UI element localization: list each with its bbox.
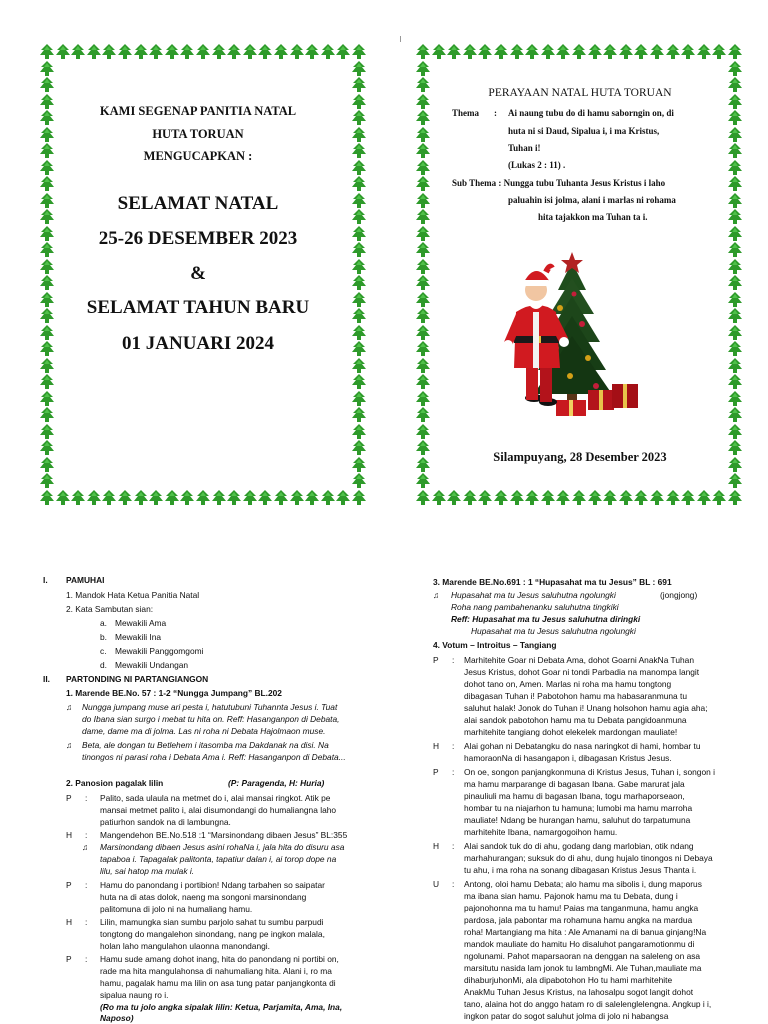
s1-sub-key-c: c. [100, 646, 107, 656]
pine-tree-border-icon [40, 374, 54, 390]
pine-tree-border-icon [40, 457, 54, 473]
thema-text-3: Tuhan i! [508, 143, 541, 153]
panosion-note: (P: Paragenda, H: Huria) [228, 778, 325, 788]
pine-tree-border-icon [40, 424, 54, 440]
pine-tree-border-icon [40, 358, 54, 374]
ru1-line-11: tano, alaina hot do anggo hatam ro di salelenglelengna. Angkup i i, [464, 999, 712, 1009]
pine-tree-border-icon [258, 490, 272, 506]
pine-tree-border-icon [728, 160, 742, 176]
m3-verse-line-2: Roha nang pambahenanku saluhutna tingkiki [451, 602, 619, 612]
subthema-line-1: Sub Thema : Nungga tubu Tuhanta Jesus Kristus i laho [452, 178, 666, 188]
pine-tree-border-icon [321, 44, 335, 60]
ru1-line-5: roha! Martangiang ma hita : Ale Amanami na di banua ginjang!Na [464, 927, 707, 937]
p1-line-2: mansai metmet palito i, alai disumondangi do humaliangna laho [100, 805, 337, 815]
pine-tree-border-icon [525, 44, 539, 60]
rp2-line-3: pinauliuli ma hamu di bagasan Ibana, togu marhaporseaon, [464, 791, 685, 801]
pine-tree-border-icon [697, 44, 711, 60]
pine-tree-border-icon [728, 424, 742, 440]
pine-tree-border-icon [416, 143, 430, 159]
p1-line-3: patiurhon sandok na di lambungna. [100, 817, 231, 827]
pine-tree-border-icon [336, 44, 350, 60]
ru1-line-7: ngolunami. Pahot maparsaoran na denggan na saleleng on asa [464, 951, 701, 961]
pine-tree-border-icon [149, 490, 163, 506]
verse-2-line-1: Beta, ale dongan tu Betlehem i itasomba ma Dakdanak na disi. Na [82, 740, 329, 750]
verse-1-line-1: Nungga jumpang muse ari pesta i, hatutubuni Tuhannta Jesus i. Tuat [82, 702, 338, 712]
headline-selamat-natal: SELAMAT NATAL [117, 193, 279, 214]
pine-tree-border-icon [40, 407, 54, 423]
pine-tree-border-icon [305, 490, 319, 506]
pine-tree-border-icon [728, 259, 742, 275]
pine-tree-border-icon [352, 176, 366, 192]
s1-item-1: 1. Mandok Hata Ketua Panitia Natal [66, 590, 200, 600]
rh1-line-2: hamoraonNa di hasangapon i, dibagasan Kristus Jesus. [464, 753, 672, 763]
pine-tree-border-icon [416, 44, 430, 60]
s1-sub-key-b: b. [100, 632, 107, 642]
pine-tree-border-icon [87, 490, 101, 506]
pine-tree-border-icon [556, 490, 570, 506]
pine-tree-border-icon [463, 44, 477, 60]
rh2-line-2: marhahurangan; suksuk do di ahu, dung hujalo tinongos ni Debaya [464, 853, 713, 863]
rp2-line-1: On oe, songon panjangkonmuna di Kristus Jesus, Tuhan i, songon i [464, 767, 715, 777]
s1-sub-val-c: Mewakili Panggomgomi [115, 646, 204, 656]
pine-tree-border-icon [525, 490, 539, 506]
h1-verse-line-3: lilu, sai hatop ma mulak i. [100, 866, 195, 876]
label-colon: : [452, 767, 455, 777]
pine-tree-border-icon [416, 209, 430, 225]
pine-tree-border-icon [728, 292, 742, 308]
pine-tree-border-icon [352, 341, 366, 357]
p3-line-2: rade ma hita mangulahonsa di nahumaliang hita. Alani i, ro ma [100, 966, 332, 976]
pine-tree-border-icon [352, 391, 366, 407]
pine-tree-border-icon [619, 44, 633, 60]
pine-tree-border-icon [619, 490, 633, 506]
pine-tree-border-icon [40, 77, 54, 93]
pine-tree-border-icon [227, 490, 241, 506]
music-note-icon: ♫ [66, 740, 73, 750]
pine-tree-border-icon [40, 473, 54, 489]
section-2-title: PARTONDING NI PARTANGIANGON [66, 674, 209, 684]
thema-label: Thema [452, 108, 479, 118]
section-1-title: PAMUHAI [66, 575, 105, 585]
rp1-line-1: Marhitehite Goar ni Debata Ama, dohot Goarni AnakNa Tuhan [464, 655, 694, 665]
pine-tree-border-icon [352, 292, 366, 308]
pine-tree-border-icon [478, 490, 492, 506]
pine-tree-border-icon [180, 44, 194, 60]
ru1-line-9: dihaburjuhonMi, ala dipabotohon Ho tu hami marhitehite [464, 975, 673, 985]
pine-tree-border-icon [650, 44, 664, 60]
pine-tree-border-icon [634, 44, 648, 60]
rp1-line-6: alai sandok pabotohon hamu ma tu Debata pangidoanmuna [464, 715, 687, 725]
pine-tree-border-icon [196, 490, 210, 506]
pine-tree-border-icon [728, 358, 742, 374]
rp1-line-4: dibagasan Tuhan i! Pabotohon hamu ma habasaranmuna tu [464, 691, 688, 701]
pine-tree-border-icon [274, 44, 288, 60]
label-h: H [66, 917, 73, 927]
pine-tree-border-icon [556, 44, 570, 60]
rp2-line-5: mauliate! Ndang be hurangan hamu, saluhut do tarpatumuna [464, 815, 691, 825]
ru1-line-8: marsitutu nasida lam jonok tu lambngMi. Ale Tuhan,mauliate ma [464, 963, 702, 973]
pine-tree-border-icon [87, 44, 101, 60]
ru1-line-1: Antong, oloi hamu Debata; alo hamu ma sibolis i, dung maporus [464, 879, 702, 889]
pine-tree-border-icon [352, 77, 366, 93]
s1-sub-val-d: Mewakili Undangan [115, 660, 189, 670]
pine-tree-border-icon [728, 193, 742, 209]
pine-tree-border-icon [666, 490, 680, 506]
pine-tree-border-icon [40, 440, 54, 456]
pine-tree-border-icon [352, 94, 366, 110]
pine-tree-border-icon [352, 424, 366, 440]
label-colon: : [452, 879, 455, 889]
pine-tree-border-icon [416, 473, 430, 489]
pine-tree-border-icon [56, 44, 70, 60]
pine-tree-border-icon [165, 44, 179, 60]
pine-tree-border-icon [697, 490, 711, 506]
p3-note-line-1: (Ro ma tu jolo angka sipalak lilin: Ketua, Parjamita, Ama, Ina, [100, 1002, 343, 1012]
s1-sub-key-a: a. [100, 618, 107, 628]
rh2-line-1: Alai sandok tuk do di ahu, godang dang marlobian, otik ndang [464, 841, 694, 851]
headline-ampersand: & [190, 263, 206, 284]
pine-tree-border-icon [416, 391, 430, 407]
pine-tree-border-icon [165, 490, 179, 506]
label-h: H [433, 741, 440, 751]
rp1-line-2: Jesus Kristus, dohot Goar ni tondi Parbadia na manompa langit [464, 667, 700, 677]
label-colon: : [85, 880, 88, 890]
pine-tree-border-icon [432, 44, 446, 60]
crop-mark [400, 36, 401, 42]
pine-tree-border-icon [728, 407, 742, 423]
h2-line-3: holan laho mangulahon ulaonna manondangi. [100, 941, 270, 951]
pine-tree-border-icon [212, 44, 226, 60]
pine-tree-border-icon [352, 457, 366, 473]
m3-note: (jongjong) [660, 590, 698, 600]
pine-tree-border-icon [40, 391, 54, 407]
s1-item-2: 2. Kata Sambutan sian: [66, 604, 154, 614]
pine-tree-border-icon [416, 176, 430, 192]
pine-tree-border-icon [416, 259, 430, 275]
pine-tree-border-icon [227, 44, 241, 60]
pine-tree-border-icon [149, 44, 163, 60]
rh1-line-1: Alai gohan ni Debatangku do nasa naringkot di hami, hombar tu [464, 741, 701, 751]
pine-tree-border-icon [352, 143, 366, 159]
section-1-number: I. [43, 575, 48, 585]
label-p: P [433, 767, 439, 777]
pine-tree-border-icon [666, 44, 680, 60]
pine-tree-border-icon [416, 226, 430, 242]
pine-tree-border-icon [352, 160, 366, 176]
label-p: P [66, 793, 72, 803]
label-p: P [433, 655, 439, 665]
pine-tree-border-icon [352, 308, 366, 324]
ru1-line-10: AnakMu Tuhan Jesus Kristus, na lahosalpu sogot langit dohot [464, 987, 694, 997]
rp2-line-4: hombar tu na niajarhon tu hamuna; lumobi ma hamu marroha [464, 803, 693, 813]
verse-2-line-2: tinongos ni parasi roha i Debata Ama i. Reff: Hasanganpon di Debata... [82, 752, 346, 762]
ru1-line-4: pardosa, jala pabontar ma rohamuna hamu angka na mardua [464, 915, 693, 925]
pine-tree-border-icon [728, 341, 742, 357]
pine-tree-border-icon [321, 490, 335, 506]
pine-tree-border-icon [572, 44, 586, 60]
label-colon: : [452, 655, 455, 665]
pine-tree-border-icon [102, 490, 116, 506]
label-colon: : [85, 917, 88, 927]
pine-tree-border-icon [728, 44, 742, 60]
h2-line-1: Lilin, mamungka sian sumbu parjolo sahat tu sumbu parpudi [100, 917, 324, 927]
pine-tree-border-icon [40, 61, 54, 77]
pine-tree-border-icon [352, 226, 366, 242]
pine-tree-border-icon [352, 325, 366, 341]
headline-date-tahun-baru: 01 JANUARI 2024 [122, 333, 274, 354]
pine-tree-border-icon [352, 374, 366, 390]
pine-tree-border-icon [274, 490, 288, 506]
h1-verse-line-2: tapaboa i. Tapagalak palitonta, tapatiur dalan i, ai torop dope na [100, 854, 337, 864]
pine-tree-border-icon [134, 44, 148, 60]
label-colon: : [452, 741, 455, 751]
pine-tree-border-icon [728, 374, 742, 390]
pine-tree-border-icon [541, 490, 555, 506]
pine-tree-border-icon [416, 160, 430, 176]
pine-tree-border-icon [416, 61, 430, 77]
pine-tree-border-icon [196, 44, 210, 60]
pine-tree-border-icon [56, 490, 70, 506]
pine-tree-border-icon [352, 440, 366, 456]
m3-verse-line-4: Hupasahat ma tu Jesus saluhutna ngolungki [471, 626, 636, 636]
rp1-line-3: dohot tano on, Amen. Marlas ni roha ma hamu tongtong [464, 679, 672, 689]
pine-tree-border-icon [728, 127, 742, 143]
thema-text-1: Ai naung tubu do di hamu saborngin on, di [508, 108, 674, 118]
pine-tree-border-icon [478, 44, 492, 60]
pine-tree-border-icon [352, 209, 366, 225]
pine-tree-border-icon [447, 490, 461, 506]
pine-tree-border-icon [728, 391, 742, 407]
pine-tree-border-icon [650, 490, 664, 506]
label-h: H [433, 841, 440, 851]
pine-tree-border-icon [681, 44, 695, 60]
h1-verse-line-1: Marsinondang dibaen Jesus asini rohaNa i, jala hita do disuru asa [100, 842, 345, 852]
s1-sub-val-a: Mewakili Ama [115, 618, 167, 628]
ru1-line-2: ma ibana sian hamu. Pajonok hamu ma tu Debata, dung i [464, 891, 678, 901]
pine-tree-border-icon [352, 110, 366, 126]
p3-note-line-2: Naposo) [100, 1013, 134, 1023]
pine-tree-border-icon [352, 358, 366, 374]
pine-tree-border-icon [352, 44, 366, 60]
pine-tree-border-icon [712, 490, 726, 506]
label-colon: : [452, 841, 455, 851]
pine-tree-border-icon [728, 176, 742, 192]
ru1-line-12: ingkon patar do sogot saluhut jolma di jolo ni habangsa [464, 1011, 669, 1021]
pine-tree-border-icon [352, 242, 366, 258]
pine-tree-border-icon [494, 44, 508, 60]
h2-line-2: tongtong do mangalehon sinondang, nang pe ingkon malala, [100, 929, 325, 939]
pine-tree-border-icon [243, 490, 257, 506]
pine-tree-border-icon [243, 44, 257, 60]
marende-3-heading: 3. Marende BE.No.691 : 1 “Hupasahat ma tu Jesus” BL : 691 [433, 577, 672, 587]
subthema-line-2: paluahin isi jolma, alani i marlas ni rohama [508, 195, 676, 205]
pine-tree-border-icon [728, 209, 742, 225]
pine-tree-border-icon [603, 490, 617, 506]
pine-tree-border-icon [40, 176, 54, 192]
pine-tree-border-icon [510, 44, 524, 60]
p2-line-2: huta na di atas dolok, naeng ma songoni marsinondang [100, 892, 307, 902]
pine-tree-border-icon [728, 61, 742, 77]
pine-tree-border-icon [416, 358, 430, 374]
pine-tree-border-icon [416, 490, 430, 506]
pine-tree-border-icon [494, 490, 508, 506]
label-colon: : [85, 954, 88, 964]
pine-tree-border-icon [416, 193, 430, 209]
santa-christmas-tree-illustration [500, 250, 650, 422]
label-u: U [433, 879, 440, 889]
pine-tree-border-icon [712, 44, 726, 60]
pine-tree-border-icon [352, 193, 366, 209]
card-footer-date: Silampuyang, 28 Desember 2023 [493, 450, 667, 464]
pine-tree-border-icon [463, 490, 477, 506]
headline-date-natal: 25-26 DESEMBER 2023 [98, 228, 298, 249]
pine-tree-border-icon [728, 490, 742, 506]
votum-heading: 4. Votum – Introitus – Tangiang [433, 640, 557, 650]
rp2-line-6: marhitehite Ibana, namargogoihon hamu. [464, 827, 618, 837]
pine-tree-border-icon [258, 44, 272, 60]
pine-tree-border-icon [416, 341, 430, 357]
pine-tree-border-icon [416, 308, 430, 324]
music-note-icon: ♫ [66, 702, 73, 712]
pine-tree-border-icon [305, 44, 319, 60]
pine-tree-border-icon [134, 490, 148, 506]
greeting-line-3: MENGUCAPKAN : [143, 149, 253, 163]
verse-1-line-3: dame, dame ma di jolma. Las ni roha ni Debata Hajolmaon muse. [82, 726, 326, 736]
pine-tree-border-icon [180, 490, 194, 506]
pine-tree-border-icon [728, 308, 742, 324]
pine-tree-border-icon [728, 325, 742, 341]
p2-line-1: Hamu do panondang i portibion! Ndang tarbahen so saipatar [100, 880, 325, 890]
pine-tree-border-icon [588, 44, 602, 60]
pine-tree-border-icon [71, 44, 85, 60]
pine-tree-border-icon [728, 143, 742, 159]
pine-tree-border-icon [603, 44, 617, 60]
pine-tree-border-icon [416, 292, 430, 308]
pine-tree-border-icon [102, 44, 116, 60]
s1-sub-key-d: d. [100, 660, 107, 670]
pine-tree-border-icon [118, 490, 132, 506]
rp1-line-5: saluhut halak! Jonok do Tuhan i! Unang holsohon hamu agia aha; [464, 703, 708, 713]
music-note-icon: ♫ [433, 590, 440, 600]
pine-tree-border-icon [728, 473, 742, 489]
pine-tree-border-icon [352, 259, 366, 275]
pine-tree-border-icon [432, 490, 446, 506]
pine-tree-border-icon [352, 407, 366, 423]
thema-text-4: (Lukas 2 : 11) . [508, 160, 566, 170]
rp2-line-2: ma hamu marparange di bagasan Ibana. Gabe marurat jala [464, 779, 685, 789]
pine-tree-border-icon [118, 44, 132, 60]
pine-tree-border-icon [681, 490, 695, 506]
rh2-line-3: tu ahu, i ma roha na sonang dibagasan Kristus Jesus Thanta i. [464, 865, 697, 875]
pine-tree-border-icon [416, 275, 430, 291]
p3-line-1: Hamu sude amang dohot inang, hita do panondang ni portibi on, [100, 954, 339, 964]
music-note-icon: ♫ [82, 842, 89, 852]
pine-tree-border-icon [71, 490, 85, 506]
pine-tree-border-icon [40, 44, 54, 60]
label-h: H [66, 830, 73, 840]
m3-verse-line-1: Hupasahat ma tu Jesus saluhutna ngolungki [451, 590, 616, 600]
greeting-line-2: HUTA TORUAN [152, 127, 244, 141]
m3-verse-line-3: Reff: Hupasahat ma tu Jesus saluhutna diringki [451, 614, 641, 624]
h1-line: Mangendehon BE.No.518 :1 “Marsinondang dibaen Jesus” BL:355 [100, 830, 348, 840]
panosion-heading: 2. Panosion pagalak lilin [66, 778, 164, 788]
pine-tree-border-icon [728, 226, 742, 242]
subthema-line-3: hita tajakkon ma Tuhan ta i. [538, 212, 648, 222]
verse-1-line-2: do Ibana sian surgo i mebat tu hita on. Reff: Hasanganpon di Debata, [82, 714, 340, 724]
pine-tree-border-icon [588, 490, 602, 506]
pine-tree-border-icon [212, 490, 226, 506]
pine-tree-border-icon [290, 44, 304, 60]
p3-line-4: sipalua naung ro i. [100, 990, 169, 1000]
pine-tree-border-icon [290, 490, 304, 506]
label-colon: : [85, 830, 88, 840]
pine-tree-border-icon [447, 44, 461, 60]
pine-tree-border-icon [416, 407, 430, 423]
pine-tree-border-icon [352, 473, 366, 489]
pine-tree-border-icon [416, 374, 430, 390]
label-colon: : [85, 793, 88, 803]
pine-tree-border-icon [634, 490, 648, 506]
p3-line-3: hamu, pagalak hamu ma lilin on asa tung patar panjangkonta di [100, 978, 336, 988]
section-2-number: II. [43, 674, 50, 684]
pine-tree-border-icon [416, 127, 430, 143]
ru1-line-6: mandok mauliate do hamitu Ho disaluhot pangaramotionmu di [464, 939, 695, 949]
pine-tree-border-icon [352, 490, 366, 506]
pine-tree-border-icon [728, 110, 742, 126]
thema-colon: : [494, 108, 497, 118]
pine-tree-border-icon [416, 424, 430, 440]
ru1-line-3: pajonohonna ma tu hamu! Paias ma tanganmuna, hamu angka [464, 903, 699, 913]
pine-tree-border-icon [336, 490, 350, 506]
pine-tree-border-icon [416, 242, 430, 258]
pine-tree-border-icon [728, 275, 742, 291]
pine-tree-border-icon [40, 490, 54, 506]
p1-line-1: Palito, sada ulaula na metmet do i, alai mansai ringkot. Atik pe [100, 793, 331, 803]
pine-tree-border-icon [416, 325, 430, 341]
s1-sub-val-b: Mewakili Ina [115, 632, 162, 642]
label-p: P [66, 880, 72, 890]
thema-text-2: huta ni si Daud, Sipalua i, i ma Kristus, [508, 126, 660, 136]
pine-tree-border-icon [352, 275, 366, 291]
label-p: P [66, 954, 72, 964]
pine-tree-border-icon [541, 44, 555, 60]
pine-tree-border-icon [728, 242, 742, 258]
pine-tree-border-icon [572, 490, 586, 506]
p2-line-3: palitomuna di jolo ni na humaliang hamu. [100, 904, 253, 914]
pine-tree-border-icon [510, 490, 524, 506]
rp1-line-7: marhitehite tangiang dohot elekelek mardongan mauliate! [464, 727, 678, 737]
pine-tree-border-icon [416, 110, 430, 126]
marende-1-heading: 1. Marende BE.No. 57 : 1-2 “Nungga Jumpang” BL.202 [66, 688, 282, 698]
greeting-line-1: KAMI SEGENAP PANITIA NATAL [99, 104, 297, 118]
card-title: PERAYAAN NATAL HUTA TORUAN [488, 87, 672, 99]
headline-tahun-baru: SELAMAT TAHUN BARU [86, 297, 310, 318]
pine-tree-border-icon [352, 127, 366, 143]
pine-tree-border-icon [352, 61, 366, 77]
